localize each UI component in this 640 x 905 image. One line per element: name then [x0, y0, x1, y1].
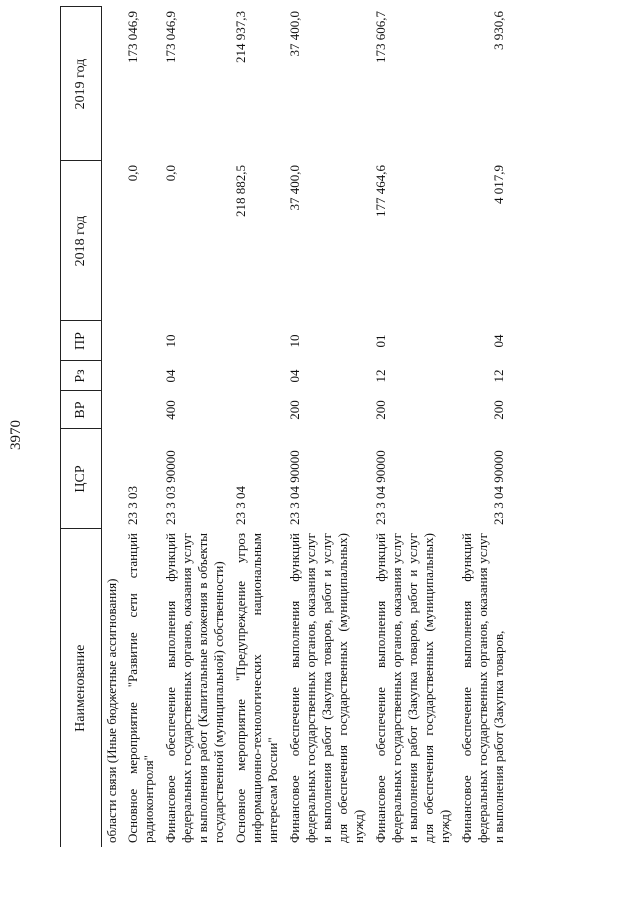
- row-csr: 23 3 04 90000: [491, 450, 506, 525]
- col-header-2018: 2018 год: [61, 161, 102, 321]
- row-2019: 173 046,9: [125, 11, 140, 63]
- row-pr: 01: [373, 334, 388, 348]
- col-header-vr: ВР: [61, 391, 102, 429]
- row-name: Финансовое обеспечение выполнения функций федеральных государственных органов, оказания услуг и выполнения работ (Закупка товаров, работ и услуг для обеспечения государственных (муниципальных) нужд): [287, 533, 366, 843]
- col-header-2019: 2019 год: [61, 7, 102, 161]
- col-header-csr: ЦСР: [61, 429, 102, 529]
- table-header: [61, 7, 102, 847]
- row-rz: 04: [287, 369, 302, 383]
- row-vr: [102, 391, 123, 429]
- row-name: Финансовое обеспечение выполнения функций федеральных государственных органов, оказания услуг и выполнения работ (Закупка товаров, работ и услуг для обеспечения государственных (муниципальных) нужд): [373, 533, 452, 843]
- row-pr: 10: [163, 334, 178, 348]
- row-2019: 37 400,0: [287, 11, 302, 57]
- row-2018: 218 882,5: [233, 165, 248, 217]
- row-2019: 173 606,7: [373, 11, 388, 63]
- row-rz: [102, 361, 123, 391]
- row-2019: 3 930,6: [491, 11, 506, 50]
- row-pr: 04: [491, 334, 506, 348]
- table-row: [102, 7, 123, 847]
- budget-table: [60, 7, 510, 848]
- row-pr: 10: [287, 334, 302, 348]
- table-row: [230, 7, 284, 847]
- table-row: [160, 7, 230, 847]
- col-header-name: Наименование: [61, 529, 102, 847]
- row-2018: 4 017,9: [491, 165, 506, 204]
- row-vr: [122, 391, 160, 429]
- row-vr: 200: [373, 400, 388, 420]
- row-name: области связи (Иные бюджетные ассигнования): [104, 578, 119, 843]
- row-name: Финансовое обеспечение выполнения функций федеральных государственных органов, оказания услуг и выполнения работ (Закупка товаров,: [459, 533, 506, 843]
- row-csr: 23 3 03: [125, 486, 140, 525]
- row-name: Основное мероприятие "Предупреждение угроз информационно-технологических национальным интересам России": [233, 533, 280, 843]
- row-name: Финансовое обеспечение выполнения функций федеральных государственных органов, оказания услуг и выполнения работ (Капитальные вложения в объекты государственной (муниципальной) собственности): [163, 533, 226, 843]
- row-2018: 0,0: [125, 165, 140, 182]
- page-number: 3970: [8, 420, 24, 450]
- table-row: [284, 7, 370, 847]
- row-rz: [122, 361, 160, 391]
- row-csr: [102, 429, 123, 529]
- table-row: [122, 7, 160, 847]
- row-2018: 37 400,0: [287, 165, 302, 211]
- row-2018: 177 464,6: [373, 165, 388, 217]
- row-csr: 23 3 03 90000: [163, 450, 178, 525]
- row-rz: 12: [491, 369, 506, 383]
- row-2018: 0,0: [163, 165, 178, 182]
- row-2019: [102, 7, 123, 161]
- col-header-rz: Рз: [61, 361, 102, 391]
- row-rz: 04: [163, 369, 178, 383]
- row-2019: 214 937,3: [233, 11, 248, 63]
- row-csr: 23 3 04: [233, 486, 248, 525]
- row-pr: [102, 321, 123, 361]
- row-csr: 23 3 04 90000: [287, 450, 302, 525]
- row-rz: [230, 361, 284, 391]
- row-vr: 400: [163, 400, 178, 420]
- row-rz: 12: [373, 369, 388, 383]
- row-pr: [122, 321, 160, 361]
- row-vr: 200: [287, 400, 302, 420]
- row-2019: 173 046,9: [163, 11, 178, 63]
- table-row: [456, 7, 510, 847]
- row-vr: [230, 391, 284, 429]
- table-row: [370, 7, 456, 847]
- row-csr: 23 3 04 90000: [373, 450, 388, 525]
- row-2018: [102, 161, 123, 321]
- row-name: Основное мероприятие "Развитие сети станций радиоконтроля": [125, 533, 156, 843]
- row-pr: [230, 321, 284, 361]
- col-header-pr: ПР: [61, 321, 102, 361]
- row-vr: 200: [491, 400, 506, 420]
